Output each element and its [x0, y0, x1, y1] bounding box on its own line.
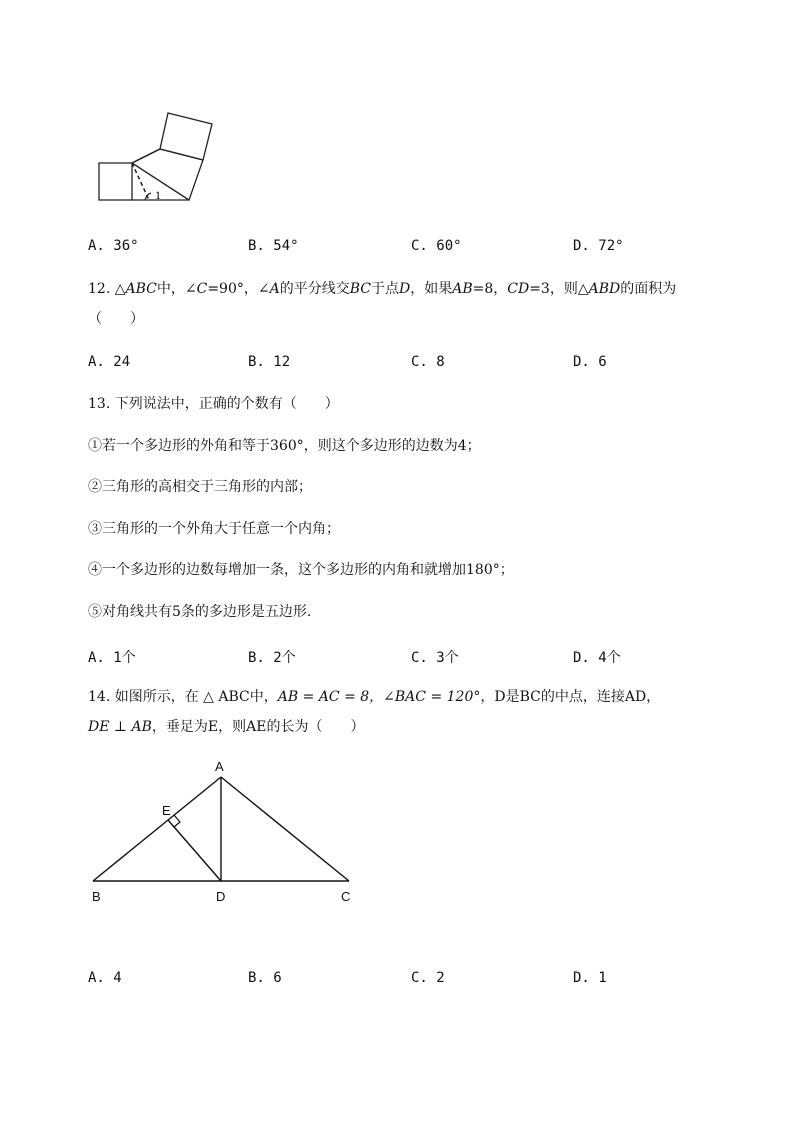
- q13-stem: 13. 下列说法中，正确的个数有（ ）: [88, 396, 339, 412]
- q14-label-c: C: [341, 889, 351, 904]
- q12-option-b[interactable]: B. 12: [248, 354, 291, 370]
- q13-item-3: ③三角形的一个外角大于任意一个内角；: [88, 521, 340, 537]
- q11-option-d[interactable]: D. 72°: [573, 238, 624, 254]
- q13-item-2: ②三角形的高相交于三角形的内部；: [88, 479, 312, 495]
- q11-option-c[interactable]: C. 60°: [411, 238, 462, 254]
- q11-top-square: [160, 113, 212, 160]
- q14-stem-line2: DE ⊥ AB，垂足为E，则AE的长为（ ）: [88, 719, 365, 735]
- q14-right-angle-mark: [174, 815, 180, 827]
- q13-option-d[interactable]: D. 4个: [573, 650, 621, 666]
- q11-option-b[interactable]: B. 54°: [248, 238, 299, 254]
- q11-left-square: [99, 163, 132, 200]
- q14-label-b: B: [92, 889, 101, 904]
- q12-option-c[interactable]: C. 8: [411, 354, 445, 370]
- q13-option-c[interactable]: C. 3个: [411, 650, 459, 666]
- q14-side-ab: [93, 777, 221, 881]
- q14-label-d: D: [216, 889, 226, 904]
- q13-item-5: ⑤对角线共有5条的多边形是五边形.: [88, 604, 312, 620]
- q14-option-d[interactable]: D. 1: [573, 970, 607, 986]
- q13-item-1: ①若一个多边形的外角和等于360°，则这个多边形的边数为4；: [88, 438, 481, 454]
- q11-right-square: [132, 149, 203, 200]
- q11-angle-label: 1: [155, 188, 161, 202]
- q13-option-b[interactable]: B. 2个: [248, 650, 296, 666]
- q13-item-4: ④一个多边形的边数每增加一条，这个多边形的内角和就增加180°；: [88, 562, 514, 578]
- q14-option-c[interactable]: C. 2: [411, 970, 445, 986]
- q12-stem: 12. △ABC中，∠C=90°，∠A的平分线交BC于点D，如果AB=8，CD=3，则△ABD的面积为: [88, 281, 677, 297]
- q14-option-b[interactable]: B. 6: [248, 970, 282, 986]
- q14-side-ac: [221, 777, 349, 881]
- q12-paren: （ ）: [88, 311, 144, 327]
- q14-label-e: E: [162, 803, 171, 818]
- q13-option-a[interactable]: A. 1个: [88, 650, 136, 666]
- q14-option-a[interactable]: A. 4: [88, 970, 122, 986]
- q14-segment-de: [168, 820, 221, 881]
- q12-option-d[interactable]: D. 6: [573, 354, 607, 370]
- q12-option-a[interactable]: A. 24: [88, 354, 131, 370]
- q14-figure: [85, 755, 365, 915]
- q14-label-a: A: [215, 759, 224, 774]
- q14-stem-line1: 14. 如图所示，在 △ ABC中，AB = AC = 8，∠BAC = 120°，D是BC的中点，连接AD，: [88, 689, 661, 705]
- q11-figure: [95, 110, 220, 205]
- q11-option-a[interactable]: A. 36°: [88, 238, 139, 254]
